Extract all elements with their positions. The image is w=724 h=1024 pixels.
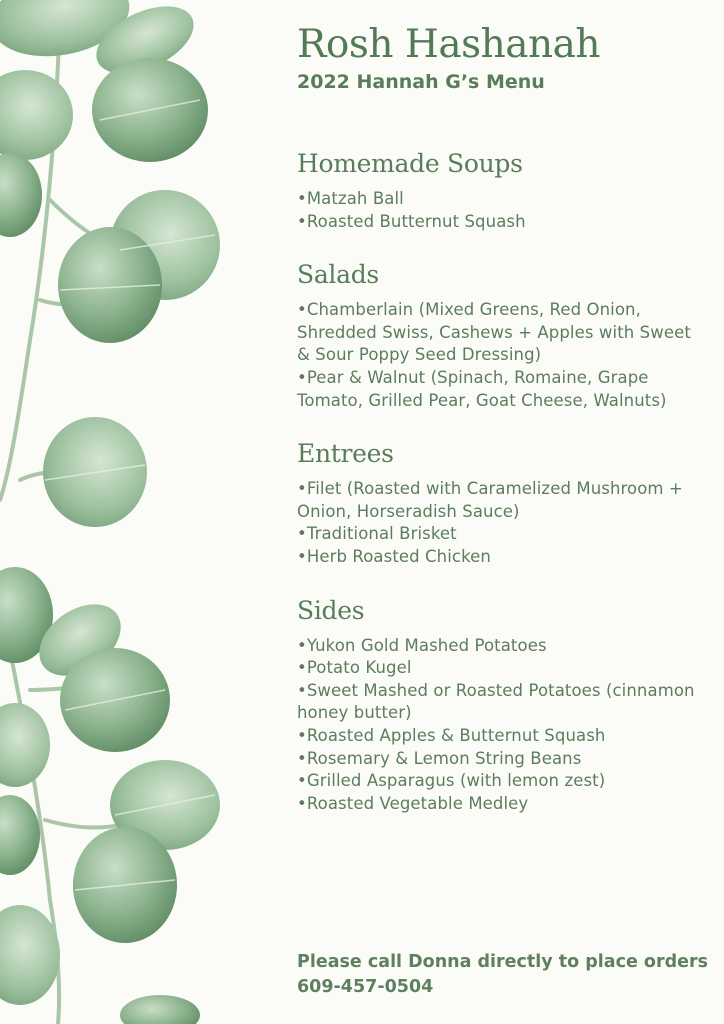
list-item: •Roasted Apples & Butternut Squash bbox=[297, 725, 606, 745]
section-title: Homemade Soups bbox=[297, 149, 523, 178]
item-list bbox=[297, 188, 707, 233]
list-item: •Grilled Asparagus (with lemon zest) bbox=[297, 771, 606, 791]
list-item: •Roasted Vegetable Medley bbox=[297, 793, 529, 813]
section-title: Sides bbox=[297, 595, 365, 625]
section-entrees bbox=[297, 438, 707, 568]
item-list bbox=[297, 478, 707, 568]
section-soups bbox=[297, 148, 707, 233]
list-item: •Filet (Roasted with Caramelized Mushroom + Onion, Horseradish Sauce) bbox=[297, 479, 683, 521]
menu-title: Rosh Hashanah bbox=[297, 22, 601, 67]
item-list bbox=[297, 299, 707, 412]
section-title: Salads bbox=[297, 260, 379, 290]
section-title: Entrees bbox=[297, 439, 394, 469]
list-item: •Roasted Butternut Squash bbox=[297, 211, 526, 231]
list-item: •Rosemary & Lemon String Beans bbox=[297, 748, 582, 768]
list-item: •Potato Kugel bbox=[297, 658, 412, 678]
section-salads bbox=[297, 259, 707, 412]
menu-content bbox=[297, 22, 707, 815]
order-contact-note: Please call Donna directly to place orders 609-457-0504 bbox=[297, 952, 709, 997]
list-item: •Herb Roasted Chicken bbox=[297, 546, 491, 566]
leaf-cluster bbox=[0, 0, 220, 1024]
list-item: •Traditional Brisket bbox=[297, 524, 457, 544]
list-item: •Sweet Mashed or Roasted Potatoes (cinnamon honey butter) bbox=[297, 680, 695, 723]
section-sides bbox=[297, 595, 707, 816]
item-list bbox=[297, 635, 707, 816]
list-item: •Matzah Ball bbox=[297, 189, 404, 208]
menu-subtitle: 2022 Hannah G’s Menu bbox=[297, 71, 545, 93]
eucalyptus-illustration bbox=[0, 0, 260, 1024]
list-item: •Pear & Walnut (Spinach, Romaine, Grape Tomato, Grilled Pear, Goat Cheese, Walnuts) bbox=[297, 367, 667, 410]
list-item: •Yukon Gold Mashed Potatoes bbox=[297, 635, 547, 655]
list-item: •Chamberlain (Mixed Greens, Red Onion, Shredded Swiss, Cashews + Apples with Sweet & Sour Poppy Seed Dressing) bbox=[297, 300, 691, 365]
